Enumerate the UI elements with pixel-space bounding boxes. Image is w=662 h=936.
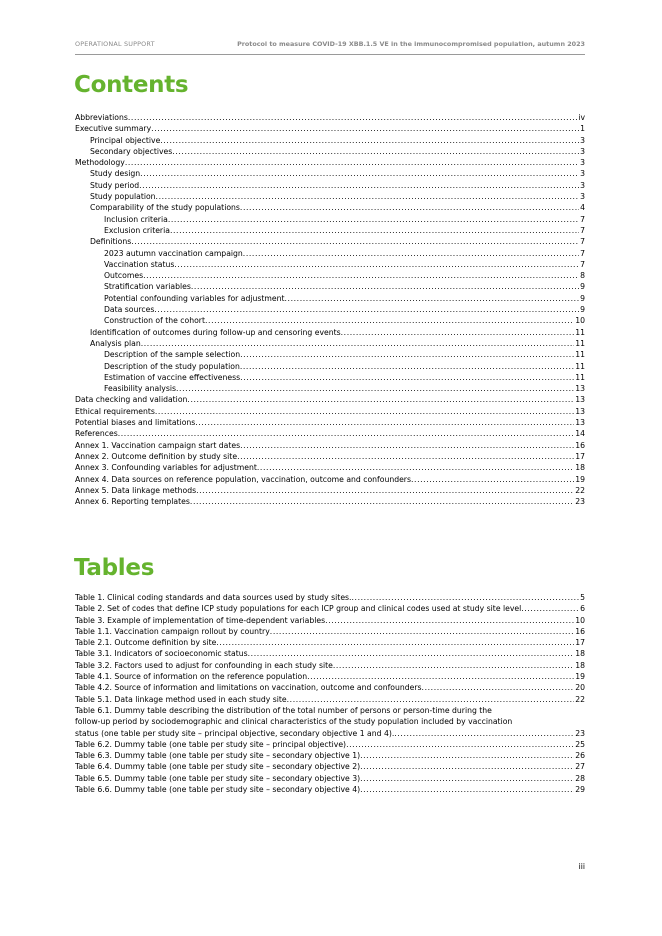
dot-leader bbox=[352, 592, 580, 603]
dot-leader bbox=[156, 191, 580, 202]
toc-entry-title: Table 6.2. Dummy table (one table per study site – principal objective) bbox=[75, 739, 347, 749]
dot-leader bbox=[125, 157, 579, 168]
toc-entry-page: 19 bbox=[575, 672, 585, 682]
toc-entry-page: 8 bbox=[580, 271, 585, 281]
toc-entry-page: 7 bbox=[580, 225, 585, 235]
dot-leader bbox=[155, 406, 574, 417]
dot-leader bbox=[216, 637, 574, 648]
dot-leader bbox=[196, 485, 574, 496]
dot-leader bbox=[118, 428, 574, 439]
toc-entry-title: Description of the sample selection bbox=[104, 350, 241, 360]
toc-entry-page: 18 bbox=[575, 463, 585, 473]
toc-entry-page: 11 bbox=[575, 327, 585, 337]
toc-entry[interactable] bbox=[75, 383, 585, 394]
dot-leader bbox=[160, 135, 579, 146]
dot-leader bbox=[174, 259, 579, 270]
toc-entry-title: References bbox=[75, 429, 118, 439]
toc-entry-wrapped-line[interactable]: follow-up period by sociodemographic and clinical characteristics of the study population included by vaccination bbox=[75, 717, 513, 727]
toc-entry[interactable] bbox=[75, 474, 585, 485]
toc-entry-title: Study design bbox=[90, 169, 141, 179]
dot-leader bbox=[270, 626, 574, 637]
toc-entry-title: Table 6.6. Dummy table (one table per study site – secondary objective 4) bbox=[75, 785, 361, 795]
toc-entry[interactable] bbox=[75, 214, 585, 225]
toc-entry-title: Feasibility analysis bbox=[104, 384, 177, 394]
dot-leader bbox=[187, 394, 574, 405]
toc-entry[interactable] bbox=[75, 349, 585, 360]
dot-leader bbox=[307, 671, 574, 682]
toc-entry[interactable] bbox=[75, 361, 585, 372]
dot-leader bbox=[325, 615, 574, 626]
dot-leader bbox=[140, 168, 579, 179]
dot-leader bbox=[394, 728, 574, 739]
dot-leader bbox=[341, 327, 575, 338]
toc-entry[interactable] bbox=[75, 648, 585, 659]
dot-leader bbox=[360, 761, 574, 772]
toc-entry[interactable] bbox=[75, 417, 585, 428]
toc-entry-title: Table 2.1. Outcome definition by site bbox=[75, 638, 217, 648]
toc-entry[interactable] bbox=[75, 338, 585, 349]
toc-entry[interactable] bbox=[75, 202, 585, 213]
toc-entry-page: 18 bbox=[575, 660, 585, 670]
toc-entry-title: Study population bbox=[90, 192, 156, 202]
toc-entry-wrapped-line[interactable]: Table 6.1. Dummy table describing the distribution of the total number of persons or person-time during the bbox=[75, 705, 492, 715]
toc-entry[interactable] bbox=[75, 428, 585, 439]
toc-entry-page: 9 bbox=[580, 282, 585, 292]
toc-entry-page: 13 bbox=[575, 384, 585, 394]
toc-entry[interactable] bbox=[75, 761, 585, 772]
toc-entry[interactable] bbox=[75, 440, 585, 451]
toc-entry[interactable] bbox=[75, 739, 585, 750]
toc-entry-title: Annex 2. Outcome definition by study site bbox=[75, 451, 238, 461]
toc-entry-title: Annex 1. Vaccination campaign start dates bbox=[75, 440, 241, 450]
toc-entry[interactable] bbox=[75, 728, 585, 739]
dot-leader bbox=[143, 270, 579, 281]
toc-entry-title: Annex 5. Data linkage methods bbox=[75, 485, 197, 495]
toc-entry-title: Study period bbox=[90, 180, 140, 190]
dot-leader bbox=[240, 440, 574, 451]
toc-entry[interactable] bbox=[75, 592, 585, 603]
toc-entry-title: Vaccination status bbox=[104, 259, 175, 269]
dot-leader bbox=[170, 225, 579, 236]
toc-entry[interactable] bbox=[75, 784, 585, 795]
toc-entry-page: 10 bbox=[575, 316, 585, 326]
toc-entry-page: 26 bbox=[575, 751, 585, 761]
dot-leader bbox=[205, 315, 574, 326]
toc-entry[interactable] bbox=[75, 660, 585, 671]
dot-leader bbox=[240, 202, 579, 213]
toc-entry-page: 20 bbox=[575, 683, 585, 693]
toc-entry-page: 11 bbox=[575, 338, 585, 348]
dot-leader bbox=[422, 682, 575, 693]
toc-entry[interactable] bbox=[75, 270, 585, 281]
dot-leader bbox=[360, 773, 574, 784]
contents-heading: Contents bbox=[74, 72, 189, 98]
toc-entry-title: Executive summary bbox=[75, 124, 152, 134]
toc-entry-page: 11 bbox=[575, 372, 585, 382]
toc-entry[interactable] bbox=[75, 394, 585, 405]
dot-leader bbox=[360, 750, 574, 761]
toc-entry-page: 29 bbox=[575, 785, 585, 795]
toc-entry[interactable] bbox=[75, 626, 585, 637]
toc-entry-title: Table 6.4. Dummy table (one table per study site – secondary objective 2) bbox=[75, 762, 361, 772]
toc-entry-title: Annex 4. Data sources on reference population, vaccination, outcome and confounders bbox=[75, 474, 411, 484]
toc-entry[interactable] bbox=[75, 135, 585, 146]
toc-entry[interactable] bbox=[75, 180, 585, 191]
toc-entry[interactable] bbox=[75, 248, 585, 259]
toc-entry-title: Analysis plan bbox=[90, 338, 141, 348]
toc-entry-page: 7 bbox=[580, 237, 585, 247]
toc-entry-page: 14 bbox=[575, 429, 585, 439]
dot-leader bbox=[154, 304, 579, 315]
toc-entry-page: 3 bbox=[580, 135, 585, 145]
toc-entry-title: Principal objective bbox=[90, 135, 161, 145]
toc-entry-title: Abbreviations bbox=[75, 113, 128, 122]
dot-leader bbox=[287, 694, 575, 705]
toc-entry-page: 13 bbox=[575, 406, 585, 416]
toc-entry-title: Definitions bbox=[90, 237, 132, 247]
page-number: iii bbox=[578, 862, 585, 871]
toc-entry[interactable] bbox=[75, 773, 585, 784]
toc-entry-page: 23 bbox=[575, 728, 585, 738]
dot-leader bbox=[248, 648, 575, 659]
toc-entry-page: 10 bbox=[575, 615, 585, 625]
toc-entry-page: 3 bbox=[580, 192, 585, 202]
toc-entry-page: 7 bbox=[580, 248, 585, 258]
toc-entry-title: Data sources bbox=[104, 305, 155, 315]
dot-leader bbox=[237, 451, 574, 462]
toc-entry-page: 3 bbox=[580, 158, 585, 168]
toc-entry-page: 7 bbox=[580, 259, 585, 269]
header-section: OPERATIONAL SUPPORT bbox=[75, 40, 155, 48]
dot-leader bbox=[240, 349, 574, 360]
toc-entry-title: Construction of the cohort bbox=[104, 316, 205, 326]
toc-entry-title: Annex 6. Reporting templates bbox=[75, 497, 190, 507]
tables-heading: Tables bbox=[74, 555, 155, 581]
toc-entry-title: Table 6.3. Dummy table (one table per study site – secondary objective 1) bbox=[75, 751, 361, 761]
toc-entry-page: 6 bbox=[580, 604, 585, 614]
toc-entry-page: 9 bbox=[580, 293, 585, 303]
toc-entry-page: 11 bbox=[575, 350, 585, 360]
toc-entry[interactable] bbox=[75, 694, 585, 705]
dot-leader bbox=[128, 112, 577, 123]
toc-entry[interactable] bbox=[75, 671, 585, 682]
toc-entry-title: Data checking and validation bbox=[75, 395, 188, 405]
toc-entry[interactable] bbox=[75, 615, 585, 626]
toc-entry-title: Potential confounding variables for adjustment bbox=[104, 293, 285, 303]
toc-entry[interactable] bbox=[75, 682, 585, 693]
table-of-contents bbox=[75, 112, 585, 507]
toc-entry-title: Exclusion criteria bbox=[104, 225, 170, 235]
toc-entry-title: Annex 3. Confounding variables for adjustment bbox=[75, 463, 257, 473]
running-header bbox=[75, 40, 585, 55]
dot-leader bbox=[172, 146, 579, 157]
toc-entry-title: Outcomes bbox=[104, 271, 144, 281]
toc-entry-page: 11 bbox=[575, 361, 585, 371]
toc-entry[interactable] bbox=[75, 304, 585, 315]
toc-entry-page: 4 bbox=[580, 203, 585, 213]
toc-entry-title: 2023 autumn vaccination campaign bbox=[104, 248, 243, 258]
toc-entry-title: Comparability of the study populations bbox=[90, 203, 240, 213]
toc-entry[interactable] bbox=[75, 327, 585, 338]
dot-leader bbox=[141, 338, 574, 349]
toc-entry-title: status (one table per study site – principal objective, secondary objective 1 and 4). bbox=[75, 728, 395, 738]
toc-entry[interactable] bbox=[75, 372, 585, 383]
toc-entry-page: 3 bbox=[580, 146, 585, 156]
toc-entry-page: 13 bbox=[575, 418, 585, 428]
toc-entry-title: Identification of outcomes during follow-up and censoring events bbox=[90, 327, 341, 337]
dot-leader bbox=[240, 372, 574, 383]
toc-entry-page: iv bbox=[578, 113, 585, 122]
dot-leader bbox=[346, 739, 574, 750]
toc-entry[interactable] bbox=[75, 603, 585, 614]
toc-entry[interactable] bbox=[75, 281, 585, 292]
toc-entry-page: 22 bbox=[575, 694, 585, 704]
toc-entry[interactable] bbox=[75, 462, 585, 473]
toc-entry[interactable] bbox=[75, 293, 585, 304]
toc-entry[interactable] bbox=[75, 485, 585, 496]
toc-entry-title: Table 4.1. Source of information on the reference population bbox=[75, 672, 308, 682]
dot-leader bbox=[131, 236, 579, 247]
toc-entry-page: 3 bbox=[580, 180, 585, 190]
toc-entry[interactable] bbox=[75, 451, 585, 462]
toc-entry-page: 25 bbox=[575, 739, 585, 749]
toc-entry-title: Inclusion criteria bbox=[104, 214, 168, 224]
toc-entry[interactable] bbox=[75, 406, 585, 417]
toc-entry[interactable] bbox=[75, 168, 585, 179]
toc-entry[interactable] bbox=[75, 123, 585, 134]
toc-entry-title: Methodology bbox=[75, 158, 125, 168]
dot-leader bbox=[240, 361, 574, 372]
toc-entry-title: Table 2. Set of codes that define ICP study populations for each ICP group and clinical codes used at study site level bbox=[75, 604, 522, 614]
toc-entry-page: 27 bbox=[575, 762, 585, 772]
toc-entry-title: Potential biases and limitations bbox=[75, 418, 196, 428]
toc-entry-title: Table 4.2. Source of information and limitations on vaccination, outcome and confounders bbox=[75, 683, 422, 693]
dot-leader bbox=[176, 383, 574, 394]
dot-leader bbox=[191, 281, 579, 292]
dot-leader bbox=[139, 180, 579, 191]
toc-entry-page: 3 bbox=[580, 169, 585, 179]
toc-entry-title: Table 1.1. Vaccination campaign rollout by country bbox=[75, 626, 270, 636]
toc-entry[interactable] bbox=[75, 637, 585, 648]
dot-leader bbox=[521, 603, 579, 614]
toc-entry-title: Secondary objectives bbox=[90, 146, 173, 156]
toc-entry-page: 7 bbox=[580, 214, 585, 224]
dot-leader bbox=[190, 496, 574, 507]
toc-entry-title: Estimation of vaccine effectiveness bbox=[104, 372, 241, 382]
toc-entry-page: 18 bbox=[575, 649, 585, 659]
dot-leader bbox=[257, 462, 574, 473]
toc-entry-page: 28 bbox=[575, 773, 585, 783]
toc-entry-title: Table 6.5. Dummy table (one table per study site – secondary objective 3) bbox=[75, 773, 361, 783]
toc-entry-page: 1 bbox=[580, 124, 585, 134]
toc-entry-title: Description of the study population bbox=[104, 361, 240, 371]
toc-entry-page: 19 bbox=[575, 474, 585, 484]
toc-entry[interactable] bbox=[75, 750, 585, 761]
toc-entry-page: 9 bbox=[580, 305, 585, 315]
toc-entry-page: 5 bbox=[580, 593, 585, 602]
toc-entry-page: 16 bbox=[575, 440, 585, 450]
toc-entry[interactable] bbox=[75, 146, 585, 157]
toc-entry[interactable] bbox=[75, 112, 585, 123]
toc-entry-title: Table 3. Example of implementation of time-dependent variables bbox=[75, 615, 326, 625]
dot-leader bbox=[243, 248, 579, 259]
toc-entry[interactable] bbox=[75, 191, 585, 202]
list-of-tables bbox=[75, 592, 585, 795]
toc-entry[interactable] bbox=[75, 236, 585, 247]
toc-entry[interactable] bbox=[75, 496, 585, 507]
dot-leader bbox=[195, 417, 574, 428]
toc-entry-page: 17 bbox=[575, 638, 585, 648]
toc-entry-title: Table 3.2. Factors used to adjust for confounding in each study site bbox=[75, 660, 333, 670]
toc-entry-page: 17 bbox=[575, 451, 585, 461]
dot-leader bbox=[168, 214, 579, 225]
dot-leader bbox=[285, 293, 580, 304]
dot-leader bbox=[333, 660, 574, 671]
toc-entry-title: Stratification variables bbox=[104, 282, 191, 292]
toc-entry-title: Table 1. Clinical coding standards and data sources used by study sites. bbox=[75, 593, 352, 602]
toc-entry-title: Table 3.1. Indicators of socioeconomic status bbox=[75, 649, 248, 659]
toc-entry-page: 16 bbox=[575, 626, 585, 636]
toc-entry-title: Ethical requirements bbox=[75, 406, 155, 416]
toc-entry-page: 23 bbox=[575, 497, 585, 507]
toc-entry-page: 22 bbox=[575, 485, 585, 495]
dot-leader bbox=[151, 123, 579, 134]
dot-leader bbox=[360, 784, 574, 795]
toc-entry-page: 13 bbox=[575, 395, 585, 405]
toc-entry[interactable] bbox=[75, 259, 585, 270]
dot-leader bbox=[411, 474, 574, 485]
toc-entry-title: Table 5.1. Data linkage method used in each study site bbox=[75, 694, 287, 704]
toc-entry[interactable] bbox=[75, 225, 585, 236]
toc-entry[interactable] bbox=[75, 315, 585, 326]
toc-entry[interactable] bbox=[75, 157, 585, 168]
header-title: Protocol to measure COVID-19 XBB.1.5 VE in the immunocompromised population, autumn 2023 bbox=[237, 40, 585, 48]
